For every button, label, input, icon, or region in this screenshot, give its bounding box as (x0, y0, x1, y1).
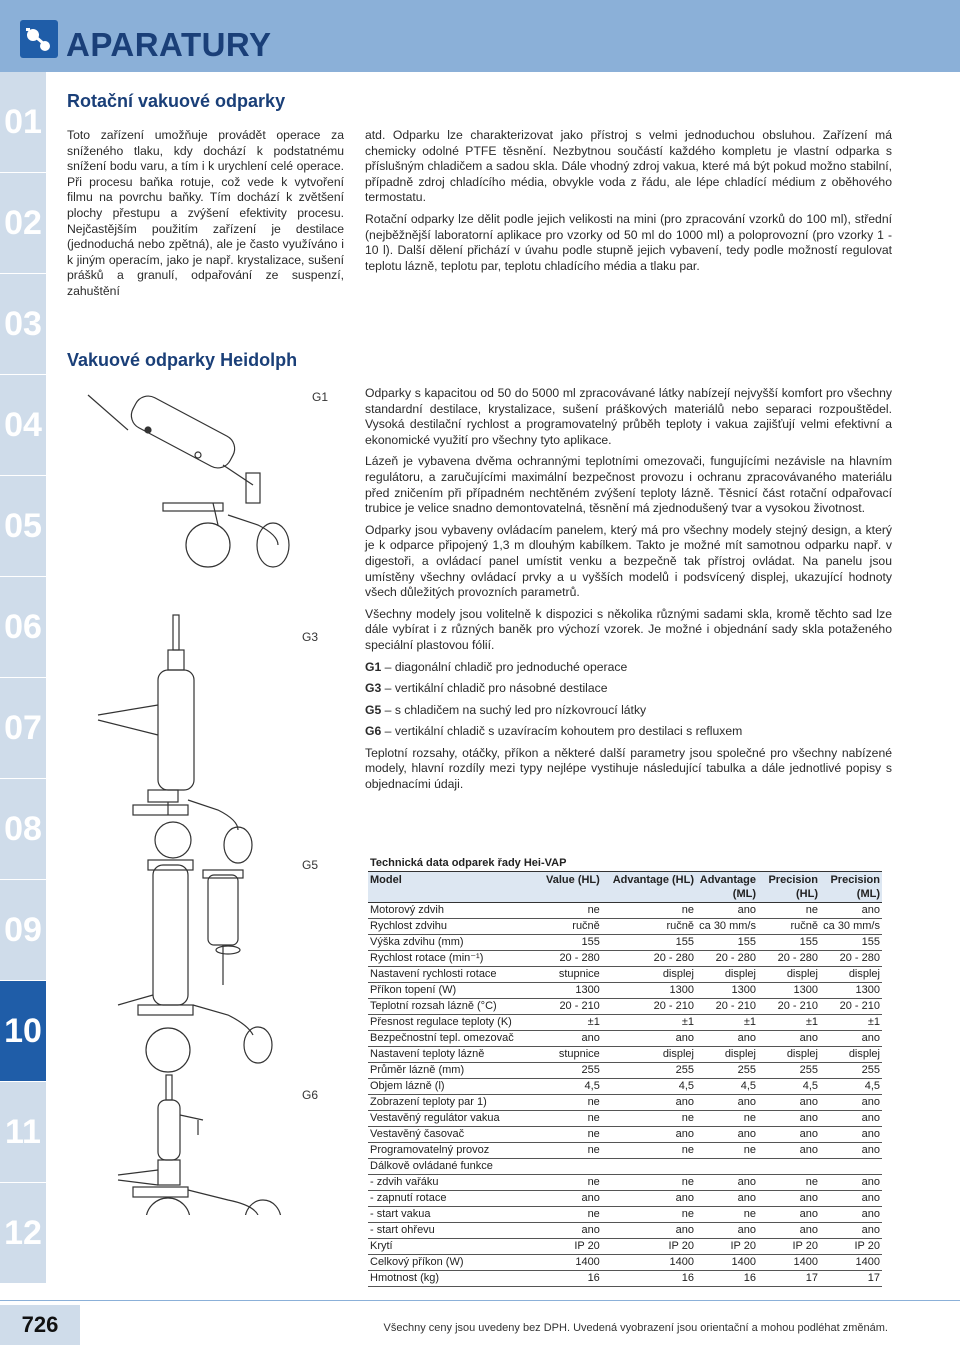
table-cell: 20 - 210 (602, 999, 696, 1015)
table-row-label: Teplotní rozsah lázně (°C) (368, 999, 538, 1015)
table-row-label: Dálkově ovládané funkce (368, 1159, 538, 1175)
table-row-label: Vestavěný regulátor vakua (368, 1111, 538, 1127)
spec-table (368, 856, 882, 1287)
table-cell: ano (696, 1031, 758, 1047)
glass-set-g1: G1 – diagonální chladič pro jednoduché operace (365, 659, 628, 674)
table-cell (758, 1159, 820, 1175)
chapter-tab-03[interactable]: 03 (0, 274, 46, 374)
table-cell: 20 - 280 (538, 951, 602, 967)
table-cell: ne (758, 1175, 820, 1191)
table-cell: 20 - 210 (758, 999, 820, 1015)
table-cell: 1400 (538, 1255, 602, 1271)
chapter-tab-02[interactable]: 02 (0, 173, 46, 273)
table-cell: ne (602, 1111, 696, 1127)
table-cell: displej (696, 1047, 758, 1063)
table-cell: ne (538, 1175, 602, 1191)
table-cell: 20 - 280 (696, 951, 758, 967)
table-cell: ±1 (696, 1015, 758, 1031)
table-cell: ano (696, 1095, 758, 1111)
chapter-tab-08[interactable]: 08 (0, 779, 46, 879)
table-cell: ne (538, 1143, 602, 1159)
table-row-label: Nastavení rychlosti rotace (368, 967, 538, 983)
diagram-label-g5: G5 (302, 858, 319, 872)
table-cell: ano (758, 1111, 820, 1127)
table-cell (820, 1159, 882, 1175)
table-cell: 1300 (758, 983, 820, 999)
table-row-label: Průměr lázně (mm) (368, 1063, 538, 1079)
table-cell: 20 - 210 (696, 999, 758, 1015)
table-cell: ano (820, 1191, 882, 1207)
table-cell: ano (696, 903, 758, 919)
table-cell: ca 30 mm/s (820, 919, 882, 935)
table-cell: ano (820, 1175, 882, 1191)
table-cell: ano (602, 1191, 696, 1207)
table-cell: 4,5 (538, 1079, 602, 1095)
table-cell: ne (602, 1175, 696, 1191)
chapter-tab-09[interactable]: 09 (0, 880, 46, 980)
chapter-tab-01[interactable]: 01 (0, 72, 46, 172)
table-header: Advantage (ML) (696, 872, 758, 903)
intro-column-left (67, 128, 344, 306)
table-cell (602, 1159, 696, 1175)
table-row (368, 1095, 882, 1111)
table-cell: 155 (820, 935, 882, 951)
table-row (368, 983, 882, 999)
table-cell: ano (602, 1095, 696, 1111)
table-row-label: Bezpečnostní tepl. omezovač (368, 1031, 538, 1047)
table-row (368, 1127, 882, 1143)
table-cell: 20 - 210 (538, 999, 602, 1015)
footer-disclaimer: Všechny ceny jsou uvedeny bez DPH. Uvedená vyobrazení jsou orientační a mohou podléhat změnám. (383, 1322, 888, 1334)
table-cell: 20 - 210 (820, 999, 882, 1015)
table-cell: ne (538, 1207, 602, 1223)
table-row-label: Zobrazení teploty par 1) (368, 1095, 538, 1111)
table-cell: 4,5 (696, 1079, 758, 1095)
table-cell: displej (602, 1047, 696, 1063)
table-cell: ano (758, 1191, 820, 1207)
table-cell: ±1 (820, 1015, 882, 1031)
table-cell: ±1 (758, 1015, 820, 1031)
table-row-label: Přesnost regulace teploty (K) (368, 1015, 538, 1031)
page-number: 726 (0, 1305, 80, 1345)
table-cell: 155 (602, 935, 696, 951)
table-row (368, 1239, 882, 1255)
table-cell: displej (696, 967, 758, 983)
table-row (368, 999, 882, 1015)
heidolph-text-4: Všechny modely jsou volitelně k dispozici s několika různými sadami skla, kromě těchto sad lze dále vybírat i z různých baněk pro výchozí vzorek. Je možné i objednání sady skla potaženého speciální plastovou fólií. (365, 606, 892, 652)
table-cell: 4,5 (602, 1079, 696, 1095)
table-cell: displej (820, 1047, 882, 1063)
diagram-label-g1: G1 (312, 390, 329, 404)
table-cell: ručně (602, 919, 696, 935)
diagram-label-g3: G3 (302, 630, 319, 644)
chapter-tab-07[interactable]: 07 (0, 678, 46, 778)
heidolph-text-5: Teplotní rozsahy, otáčky, příkon a některé další parametry jsou společné pro všechny nabízené modely, hlavní rozdíly mezi typy nejlépe vystihuje následující tabulka a dále jednotlivé popisy s objednacími údaji. (365, 745, 892, 792)
table-cell: ca 30 mm/s (696, 919, 758, 935)
table-cell: 1300 (602, 983, 696, 999)
table-row (368, 1191, 882, 1207)
table-cell: ano (602, 1127, 696, 1143)
table-cell: ±1 (538, 1015, 602, 1031)
table-header: Precision (ML) (820, 872, 882, 903)
table-row-label: Programovatelný provoz (368, 1143, 538, 1159)
table-cell: 17 (758, 1271, 820, 1287)
table-cell: ano (696, 1127, 758, 1143)
table-cell: ručně (758, 919, 820, 935)
table-row-label: Nastavení teploty lázně (368, 1047, 538, 1063)
table-row-label: Motorový zdvih (368, 903, 538, 919)
table-cell: 20 - 280 (602, 951, 696, 967)
table-cell: 155 (758, 935, 820, 951)
table-cell: ano (820, 1223, 882, 1239)
table-row (368, 1031, 882, 1047)
table-cell: 4,5 (820, 1079, 882, 1095)
footer-divider (0, 1300, 960, 1301)
table-row-label: Výška zdvihu (mm) (368, 935, 538, 951)
table-cell: 16 (602, 1271, 696, 1287)
table-row-label: Objem lázně (l) (368, 1079, 538, 1095)
table-cell: 1300 (820, 983, 882, 999)
chapter-tab-04[interactable]: 04 (0, 375, 46, 475)
table-row (368, 935, 882, 951)
table-row (368, 1255, 882, 1271)
table-row-label: - zapnutí rotace (368, 1191, 538, 1207)
glass-set-g6: G6 – vertikální chladič s uzavíracím kohoutem pro destilaci s refluxem (365, 724, 743, 739)
table-row (368, 1175, 882, 1191)
table-cell: ano (538, 1191, 602, 1207)
table-cell (538, 1159, 602, 1175)
table-row-label: Rychlost rotace (min⁻¹) (368, 951, 538, 967)
table-cell: ano (758, 1095, 820, 1111)
table-cell: 16 (696, 1271, 758, 1287)
table-cell: ano (820, 1111, 882, 1127)
table-cell: IP 20 (696, 1239, 758, 1255)
table-cell: ano (820, 1031, 882, 1047)
table-cell: ano (538, 1223, 602, 1239)
table-cell: ±1 (602, 1015, 696, 1031)
table-row (368, 1271, 882, 1287)
table-cell: 4,5 (758, 1079, 820, 1095)
table-cell: 155 (538, 935, 602, 951)
intro-text-left: Toto zařízení umožňuje provádět operace za sníženého tlaku, kdy dochází k podstatnému snížení bodu varu, a tím i k urychlení celé operace. Při procesu baňka rotuje, což vede k vytvoření filmu na povrchu baňky. Tím dochází k zvětšení plochy přestupu a zvýšení efektivity procesu. Nejčastějším použitím zařízení je destilace (jednoduchá nebo zpětná), ale je často využíváno i k jiným operacím, jako je např. krystalizace, sušení prášků a granulí, odpařování ze suspenzí, zahuštění (67, 128, 344, 298)
table-row-label: - zdvih vařáku (368, 1175, 538, 1191)
glass-set-g3: G3 – vertikální chladič pro násobné destilace (365, 681, 608, 696)
table-cell: ano (820, 1143, 882, 1159)
chapter-tab-10[interactable]: 10 (0, 981, 46, 1081)
table-header: Advantage (HL) (602, 872, 696, 903)
table-header: Value (HL) (538, 872, 602, 903)
chapter-tab-05[interactable]: 05 (0, 476, 46, 576)
intro-text-right-2: Rotační odparky lze dělit podle jejich velikosti na mini (pro zpracování vzorků do 100 ml), střední (nejběžnější laboratorní aplikace pro vzorky od 50 ml do 1000 ml) a poloprovozní (pro vzorky 1 - 10 l). Další dělení přichází v úvahu podle stupně jejich vybavení, tedy podle možností regulovat teplotu lázně, teplotu par, teplotu chladícího média a tlaku par. (365, 211, 892, 273)
table-row (368, 903, 882, 919)
g3-diagram (98, 615, 252, 863)
intro-column-right (365, 128, 892, 280)
header-band (0, 0, 960, 72)
table-cell: stupnice (538, 1047, 602, 1063)
table-cell: 1400 (758, 1255, 820, 1271)
table-row (368, 1207, 882, 1223)
table-cell: 1300 (696, 983, 758, 999)
table-cell: IP 20 (538, 1239, 602, 1255)
table-cell: ne (538, 903, 602, 919)
table-cell: ne (602, 1143, 696, 1159)
heidolph-text-1: Odparky s kapacitou od 50 do 5000 ml zpracovávané látky nabízejí nejvyšší komfort pro všechny standardní destilace, krystalizace, sušení práškových materiálů nebo separaci rozpouštědel. Vysoká destilační rychlost a programovatelný průběh teploty i vakua zajišťují velmi efektivní a ekonomické využití pro všechny tyto aplikace. (365, 386, 892, 447)
table-row (368, 919, 882, 935)
table-cell: ne (538, 1111, 602, 1127)
table-row-label: Krytí (368, 1239, 538, 1255)
heidolph-description (365, 386, 892, 799)
lab-glassware-icon (20, 20, 58, 58)
table-cell: ano (758, 1127, 820, 1143)
table-cell: ano (602, 1223, 696, 1239)
chapter-tab-06[interactable]: 06 (0, 577, 46, 677)
table-cell: ne (696, 1111, 758, 1127)
table-cell: displej (820, 967, 882, 983)
table-cell: ano (696, 1223, 758, 1239)
table-cell: ano (696, 1191, 758, 1207)
table-cell: ano (758, 1031, 820, 1047)
table-cell: 1400 (820, 1255, 882, 1271)
table-row-label: Rychlost zdvihu (368, 919, 538, 935)
table-row-label: - start ohřevu (368, 1223, 538, 1239)
table-cell: ano (758, 1207, 820, 1223)
table-row-label: Hmotnost (kg) (368, 1271, 538, 1287)
table-cell: displej (602, 967, 696, 983)
table-cell: displej (758, 967, 820, 983)
table-row-label: Příkon topení (W) (368, 983, 538, 999)
table-cell: IP 20 (820, 1239, 882, 1255)
table-header: Model (368, 872, 538, 903)
table-row (368, 1223, 882, 1239)
table-cell: ano (820, 1095, 882, 1111)
table-cell: ne (602, 903, 696, 919)
table-cell: 1400 (602, 1255, 696, 1271)
table-cell (696, 1159, 758, 1175)
table-cell: 155 (696, 935, 758, 951)
table-cell: ano (758, 1143, 820, 1159)
table-cell: 255 (758, 1063, 820, 1079)
table-row (368, 1159, 882, 1175)
heidolph-text-3: Odparky jsou vybaveny ovládacím panelem, který má pro všechny modely stejný design, a který je k odparce připojený 1,3 m dlouhým kabílkem. Takto je možné mít samotnou odparku např. v digestoři, a ovládací panel umístit venku a bezpečně tak přístroj ovládat. Na panelu jsou umístěny všechny ovládací prvky a u vyšších modelů i podsvícený displej, ukazující hodnoty všech důležitých provozních parametrů. (365, 522, 892, 600)
table-cell: ano (820, 1207, 882, 1223)
table-cell: ano (758, 1223, 820, 1239)
table-row-label: Vestavěný časovač (368, 1127, 538, 1143)
diagram-label-g6: G6 (302, 1088, 319, 1102)
g1-diagram (88, 391, 289, 567)
chapter-tab-12[interactable]: 12 (0, 1183, 46, 1283)
table-cell: stupnice (538, 967, 602, 983)
table-cell: ano (538, 1031, 602, 1047)
table-cell: 255 (602, 1063, 696, 1079)
table-cell: ne (758, 903, 820, 919)
g5-diagram (118, 860, 272, 1072)
g6-diagram (118, 1075, 281, 1215)
table-cell: 16 (538, 1271, 602, 1287)
table-cell: displej (758, 1047, 820, 1063)
table-row (368, 1047, 882, 1063)
table-row (368, 1063, 882, 1079)
table-row-label: - start vakua (368, 1207, 538, 1223)
table-cell: ano (820, 1127, 882, 1143)
section-title-heidolph: Vakuové odparky Heidolph (67, 350, 298, 370)
table-cell: IP 20 (758, 1239, 820, 1255)
table-cell: ano (696, 1175, 758, 1191)
table-cell: 255 (696, 1063, 758, 1079)
table-row (368, 967, 882, 983)
table-cell: 255 (820, 1063, 882, 1079)
table-cell: 1400 (696, 1255, 758, 1271)
section-title-rotary: Rotační vakuové odparky (67, 91, 286, 111)
table-cell: ne (602, 1207, 696, 1223)
table-cell: ano (820, 903, 882, 919)
table-cell: ne (538, 1127, 602, 1143)
glass-set-g5: G5 – s chladičem na suchý led pro nízkovroucí látky (365, 702, 647, 717)
table-cell: 20 - 280 (758, 951, 820, 967)
table-row-label: Celkový příkon (W) (368, 1255, 538, 1271)
table-cell: 17 (820, 1271, 882, 1287)
intro-text-right-1: atd. Odparku lze charakterizovat jako přístroj s velmi jednoduchou obsluhou. Zařízení má chemicky odolné PTFE těsnění. Nezbytnou součástí každého kompletu je vlastní odparka s příslušným chladičem a sadou skla. Dále vhodný zdroj vakua, které má být pokud možno stabilní, případně zdroj chladícího média, obvykle voda z řádu, ale lépe chladící médium z oběhového termostatu. (365, 128, 892, 205)
page-title: APARATURY (66, 26, 272, 63)
table-cell: ano (602, 1031, 696, 1047)
table-cell: IP 20 (602, 1239, 696, 1255)
table-cell: 255 (538, 1063, 602, 1079)
table-row (368, 1079, 882, 1095)
table-cell: ručně (538, 919, 602, 935)
table-cell: ne (538, 1095, 602, 1111)
table-caption: Technická data odparek řady Hei-VAP (368, 856, 882, 872)
table-cell: ne (696, 1143, 758, 1159)
table-row (368, 1015, 882, 1031)
heidolph-text-2: Lázeň je vybavena dvěma ochrannými teplotními omezovači, fungujícími nezávisle na hlavním regulátoru, a zaručujícími maximální bezpečnost provozu i ochranu zpracovávaného materiálu před zničením při případném nechtěném zvýšení teploty lázně. Těsnicí část rotační odpařovací trubice je velice snadno demontovatelná, těsnění má zjednodušený tvar a vysokou životnost. (365, 454, 892, 516)
chapter-tab-11[interactable]: 11 (0, 1082, 46, 1182)
table-cell: ne (696, 1207, 758, 1223)
table-cell: 1300 (538, 983, 602, 999)
table-row (368, 1143, 882, 1159)
table-row (368, 951, 882, 967)
table-header: Precision (HL) (758, 872, 820, 903)
table-cell: 20 - 280 (820, 951, 882, 967)
table-row (368, 1111, 882, 1127)
